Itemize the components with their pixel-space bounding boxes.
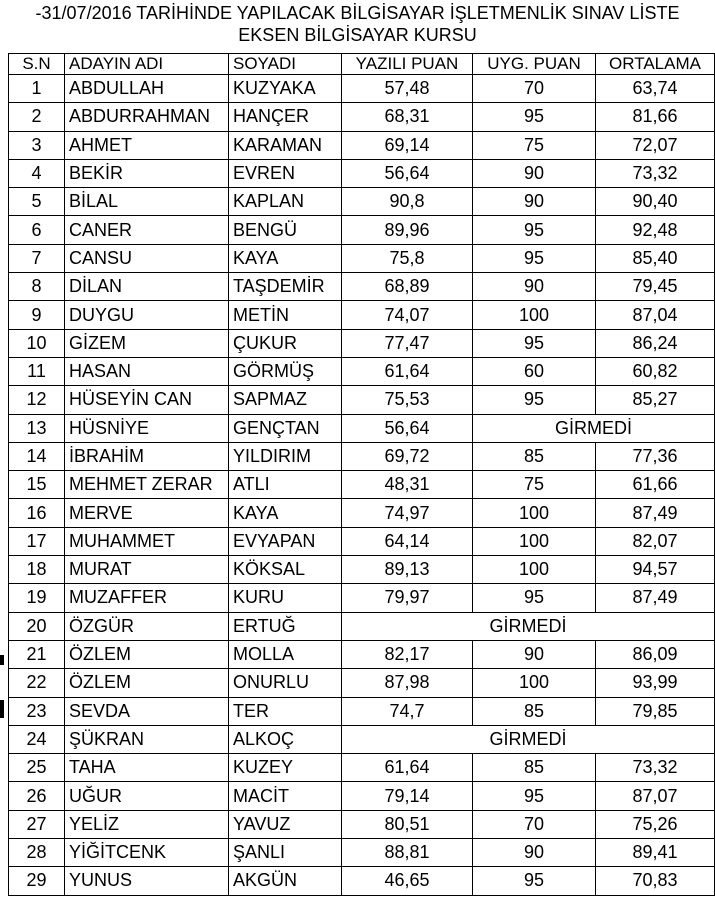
edge-mark bbox=[0, 700, 4, 718]
row-number-cell: 11 bbox=[9, 357, 65, 385]
row-number-cell: 24 bbox=[9, 725, 65, 753]
practical-score-cell: 90 bbox=[473, 839, 596, 867]
table-row bbox=[9, 329, 715, 357]
row-number-cell: 14 bbox=[9, 442, 65, 470]
table-row bbox=[9, 386, 715, 414]
surname-cell: GENÇTAN bbox=[229, 414, 342, 442]
absent-status-cell: GİRMEDİ bbox=[342, 612, 715, 640]
average-score-cell: 79,45 bbox=[596, 273, 715, 301]
row-number-cell: 15 bbox=[9, 471, 65, 499]
average-score-cell: 77,36 bbox=[596, 442, 715, 470]
first-name-cell: İBRAHİM bbox=[65, 442, 229, 470]
average-score-cell: 79,85 bbox=[596, 697, 715, 725]
written-score-cell: 46,65 bbox=[342, 867, 473, 895]
table-row bbox=[9, 131, 715, 159]
surname-cell: AKGÜN bbox=[229, 867, 342, 895]
row-number-cell: 7 bbox=[9, 244, 65, 272]
first-name-cell: YİĞİTCENK bbox=[65, 839, 229, 867]
surname-cell: KÖKSAL bbox=[229, 556, 342, 584]
written-score-cell: 57,48 bbox=[342, 75, 473, 103]
row-number-cell: 19 bbox=[9, 584, 65, 612]
table-row bbox=[9, 103, 715, 131]
average-score-cell: 81,66 bbox=[596, 103, 715, 131]
table-row bbox=[9, 159, 715, 187]
first-name-cell: GİZEM bbox=[65, 329, 229, 357]
written-score-cell: 82,17 bbox=[342, 640, 473, 668]
written-score-cell: 89,13 bbox=[342, 556, 473, 584]
surname-cell: TER bbox=[229, 697, 342, 725]
column-header: UYG. PUAN bbox=[473, 54, 596, 75]
first-name-cell: ABDULLAH bbox=[65, 75, 229, 103]
surname-cell: ERTUĞ bbox=[229, 612, 342, 640]
practical-score-cell: 95 bbox=[473, 329, 596, 357]
first-name-cell: MUHAMMET bbox=[65, 527, 229, 555]
row-number-cell: 21 bbox=[9, 640, 65, 668]
first-name-cell: YUNUS bbox=[65, 867, 229, 895]
first-name-cell: HÜSNİYE bbox=[65, 414, 229, 442]
row-number-cell: 23 bbox=[9, 697, 65, 725]
table-row bbox=[9, 188, 715, 216]
practical-score-cell: 85 bbox=[473, 754, 596, 782]
average-score-cell: 85,27 bbox=[596, 386, 715, 414]
written-score-cell: 75,8 bbox=[342, 244, 473, 272]
average-score-cell: 89,41 bbox=[596, 839, 715, 867]
table-row bbox=[9, 75, 715, 103]
practical-score-cell: 90 bbox=[473, 188, 596, 216]
average-score-cell: 60,82 bbox=[596, 357, 715, 385]
absent-status-cell: GİRMEDİ bbox=[342, 725, 715, 753]
average-score-cell: 87,07 bbox=[596, 782, 715, 810]
practical-score-cell: 100 bbox=[473, 301, 596, 329]
table-row bbox=[9, 697, 715, 725]
written-score-cell: 79,14 bbox=[342, 782, 473, 810]
written-score-cell: 56,64 bbox=[342, 159, 473, 187]
practical-score-cell: 60 bbox=[473, 357, 596, 385]
table-row bbox=[9, 669, 715, 697]
written-score-cell: 68,31 bbox=[342, 103, 473, 131]
practical-score-cell: 100 bbox=[473, 669, 596, 697]
surname-cell: HANÇER bbox=[229, 103, 342, 131]
surname-cell: KURU bbox=[229, 584, 342, 612]
average-score-cell: 85,40 bbox=[596, 244, 715, 272]
table-row bbox=[9, 584, 715, 612]
row-number-cell: 8 bbox=[9, 273, 65, 301]
page-subtitle: EKSEN BİLGİSAYAR KURSU bbox=[238, 25, 477, 45]
practical-score-cell: 95 bbox=[473, 216, 596, 244]
table-row bbox=[9, 527, 715, 555]
practical-score-cell: 90 bbox=[473, 273, 596, 301]
table-row bbox=[9, 839, 715, 867]
surname-cell: KAYA bbox=[229, 499, 342, 527]
surname-cell: EVYAPAN bbox=[229, 527, 342, 555]
surname-cell: SAPMAZ bbox=[229, 386, 342, 414]
column-header: ADAYIN ADI bbox=[65, 54, 229, 75]
table-row bbox=[9, 754, 715, 782]
row-number-cell: 17 bbox=[9, 527, 65, 555]
first-name-cell: MEHMET ZERAR bbox=[65, 471, 229, 499]
first-name-cell: AHMET bbox=[65, 131, 229, 159]
average-score-cell: 70,83 bbox=[596, 867, 715, 895]
row-number-cell: 9 bbox=[9, 301, 65, 329]
row-number-cell: 4 bbox=[9, 159, 65, 187]
surname-cell: ATLI bbox=[229, 471, 342, 499]
written-score-cell: 79,97 bbox=[342, 584, 473, 612]
written-score-cell: 64,14 bbox=[342, 527, 473, 555]
first-name-cell: MUZAFFER bbox=[65, 584, 229, 612]
written-score-cell: 88,81 bbox=[342, 839, 473, 867]
practical-score-cell: 75 bbox=[473, 131, 596, 159]
column-header: SOYADI bbox=[229, 54, 342, 75]
written-score-cell: 61,64 bbox=[342, 357, 473, 385]
row-number-cell: 5 bbox=[9, 188, 65, 216]
first-name-cell: HÜSEYİN CAN bbox=[65, 386, 229, 414]
first-name-cell: BİLAL bbox=[65, 188, 229, 216]
surname-cell: GÖRMÜŞ bbox=[229, 357, 342, 385]
surname-cell: EVREN bbox=[229, 159, 342, 187]
first-name-cell: MERVE bbox=[65, 499, 229, 527]
practical-score-cell: 95 bbox=[473, 386, 596, 414]
surname-cell: KUZYAKA bbox=[229, 75, 342, 103]
surname-cell: YAVUZ bbox=[229, 810, 342, 838]
practical-score-cell: 95 bbox=[473, 867, 596, 895]
practical-score-cell: 70 bbox=[473, 810, 596, 838]
average-score-cell: 72,07 bbox=[596, 131, 715, 159]
average-score-cell: 82,07 bbox=[596, 527, 715, 555]
practical-score-cell: 90 bbox=[473, 159, 596, 187]
row-number-cell: 2 bbox=[9, 103, 65, 131]
practical-score-cell: 85 bbox=[473, 442, 596, 470]
first-name-cell: TAHA bbox=[65, 754, 229, 782]
table-row bbox=[9, 442, 715, 470]
first-name-cell: ŞÜKRAN bbox=[65, 725, 229, 753]
row-number-cell: 28 bbox=[9, 839, 65, 867]
surname-cell: KUZEY bbox=[229, 754, 342, 782]
first-name-cell: UĞUR bbox=[65, 782, 229, 810]
written-score-cell: 90,8 bbox=[342, 188, 473, 216]
first-name-cell: HASAN bbox=[65, 357, 229, 385]
practical-score-cell: 95 bbox=[473, 244, 596, 272]
written-score-cell: 48,31 bbox=[342, 471, 473, 499]
written-score-cell: 87,98 bbox=[342, 669, 473, 697]
first-name-cell: DİLAN bbox=[65, 273, 229, 301]
table-row bbox=[9, 301, 715, 329]
first-name-cell: ÖZLEM bbox=[65, 669, 229, 697]
table-row bbox=[9, 357, 715, 385]
average-score-cell: 94,57 bbox=[596, 556, 715, 584]
row-number-cell: 22 bbox=[9, 669, 65, 697]
average-score-cell: 63,74 bbox=[596, 75, 715, 103]
row-number-cell: 10 bbox=[9, 329, 65, 357]
written-score-cell: 74,97 bbox=[342, 499, 473, 527]
surname-cell: KARAMAN bbox=[229, 131, 342, 159]
surname-cell: TAŞDEMİR bbox=[229, 273, 342, 301]
average-score-cell: 86,24 bbox=[596, 329, 715, 357]
average-score-cell: 61,66 bbox=[596, 471, 715, 499]
written-score-cell: 69,72 bbox=[342, 442, 473, 470]
table-row bbox=[9, 244, 715, 272]
row-number-cell: 16 bbox=[9, 499, 65, 527]
average-score-cell: 90,40 bbox=[596, 188, 715, 216]
practical-score-cell: 85 bbox=[473, 697, 596, 725]
surname-cell: ÇUKUR bbox=[229, 329, 342, 357]
practical-score-cell: 100 bbox=[473, 527, 596, 555]
first-name-cell: BEKİR bbox=[65, 159, 229, 187]
written-score-cell: 74,07 bbox=[342, 301, 473, 329]
first-name-cell: DUYGU bbox=[65, 301, 229, 329]
written-score-cell: 68,89 bbox=[342, 273, 473, 301]
table-header-row bbox=[9, 54, 715, 75]
page-title: -31/07/2016 TARİHİNDE YAPILACAK BİLGİSAYAR İŞLETMENLİK SINAV LİSTE bbox=[35, 3, 680, 23]
average-score-cell: 73,32 bbox=[596, 754, 715, 782]
row-number-cell: 25 bbox=[9, 754, 65, 782]
surname-cell: MOLLA bbox=[229, 640, 342, 668]
row-number-cell: 1 bbox=[9, 75, 65, 103]
average-score-cell: 93,99 bbox=[596, 669, 715, 697]
first-name-cell: YELİZ bbox=[65, 810, 229, 838]
surname-cell: ŞANLI bbox=[229, 839, 342, 867]
practical-score-cell: 95 bbox=[473, 584, 596, 612]
table-row bbox=[9, 782, 715, 810]
table-row bbox=[9, 556, 715, 584]
surname-cell: MACİT bbox=[229, 782, 342, 810]
edge-mark bbox=[0, 655, 4, 665]
first-name-cell: CANSU bbox=[65, 244, 229, 272]
written-score-cell: 61,64 bbox=[342, 754, 473, 782]
first-name-cell: ABDURRAHMAN bbox=[65, 103, 229, 131]
surname-cell: KAYA bbox=[229, 244, 342, 272]
row-number-cell: 29 bbox=[9, 867, 65, 895]
table-row bbox=[9, 216, 715, 244]
practical-score-cell: 95 bbox=[473, 103, 596, 131]
row-number-cell: 26 bbox=[9, 782, 65, 810]
row-number-cell: 27 bbox=[9, 810, 65, 838]
practical-score-cell: 75 bbox=[473, 471, 596, 499]
average-score-cell: 75,26 bbox=[596, 810, 715, 838]
average-score-cell: 73,32 bbox=[596, 159, 715, 187]
written-score-cell: 56,64 bbox=[342, 414, 473, 442]
surname-cell: KAPLAN bbox=[229, 188, 342, 216]
table-row bbox=[9, 612, 715, 640]
table-row bbox=[9, 867, 715, 895]
table-row bbox=[9, 725, 715, 753]
exam-results-table bbox=[8, 53, 715, 896]
surname-cell: ALKOÇ bbox=[229, 725, 342, 753]
written-score-cell: 77,47 bbox=[342, 329, 473, 357]
absent-status-cell: GİRMEDİ bbox=[473, 414, 715, 442]
surname-cell: BENGÜ bbox=[229, 216, 342, 244]
first-name-cell: ÖZGÜR bbox=[65, 612, 229, 640]
practical-score-cell: 90 bbox=[473, 640, 596, 668]
first-name-cell: ÖZLEM bbox=[65, 640, 229, 668]
first-name-cell: CANER bbox=[65, 216, 229, 244]
average-score-cell: 92,48 bbox=[596, 216, 715, 244]
table-row bbox=[9, 414, 715, 442]
column-header: S.N bbox=[9, 54, 65, 75]
table-row bbox=[9, 810, 715, 838]
surname-cell: YILDIRIM bbox=[229, 442, 342, 470]
first-name-cell: SEVDA bbox=[65, 697, 229, 725]
average-score-cell: 87,49 bbox=[596, 499, 715, 527]
row-number-cell: 13 bbox=[9, 414, 65, 442]
row-number-cell: 18 bbox=[9, 556, 65, 584]
practical-score-cell: 100 bbox=[473, 499, 596, 527]
written-score-cell: 69,14 bbox=[342, 131, 473, 159]
practical-score-cell: 70 bbox=[473, 75, 596, 103]
practical-score-cell: 100 bbox=[473, 556, 596, 584]
written-score-cell: 74,7 bbox=[342, 697, 473, 725]
average-score-cell: 87,49 bbox=[596, 584, 715, 612]
written-score-cell: 89,96 bbox=[342, 216, 473, 244]
average-score-cell: 86,09 bbox=[596, 640, 715, 668]
first-name-cell: MURAT bbox=[65, 556, 229, 584]
written-score-cell: 80,51 bbox=[342, 810, 473, 838]
table-row bbox=[9, 273, 715, 301]
table-row bbox=[9, 640, 715, 668]
table-row bbox=[9, 471, 715, 499]
surname-cell: METİN bbox=[229, 301, 342, 329]
row-number-cell: 20 bbox=[9, 612, 65, 640]
table-row bbox=[9, 499, 715, 527]
average-score-cell: 87,04 bbox=[596, 301, 715, 329]
written-score-cell: 75,53 bbox=[342, 386, 473, 414]
column-header: ORTALAMA bbox=[596, 54, 715, 75]
row-number-cell: 12 bbox=[9, 386, 65, 414]
practical-score-cell: 95 bbox=[473, 782, 596, 810]
column-header: YAZILI PUAN bbox=[342, 54, 473, 75]
row-number-cell: 6 bbox=[9, 216, 65, 244]
row-number-cell: 3 bbox=[9, 131, 65, 159]
surname-cell: ONURLU bbox=[229, 669, 342, 697]
